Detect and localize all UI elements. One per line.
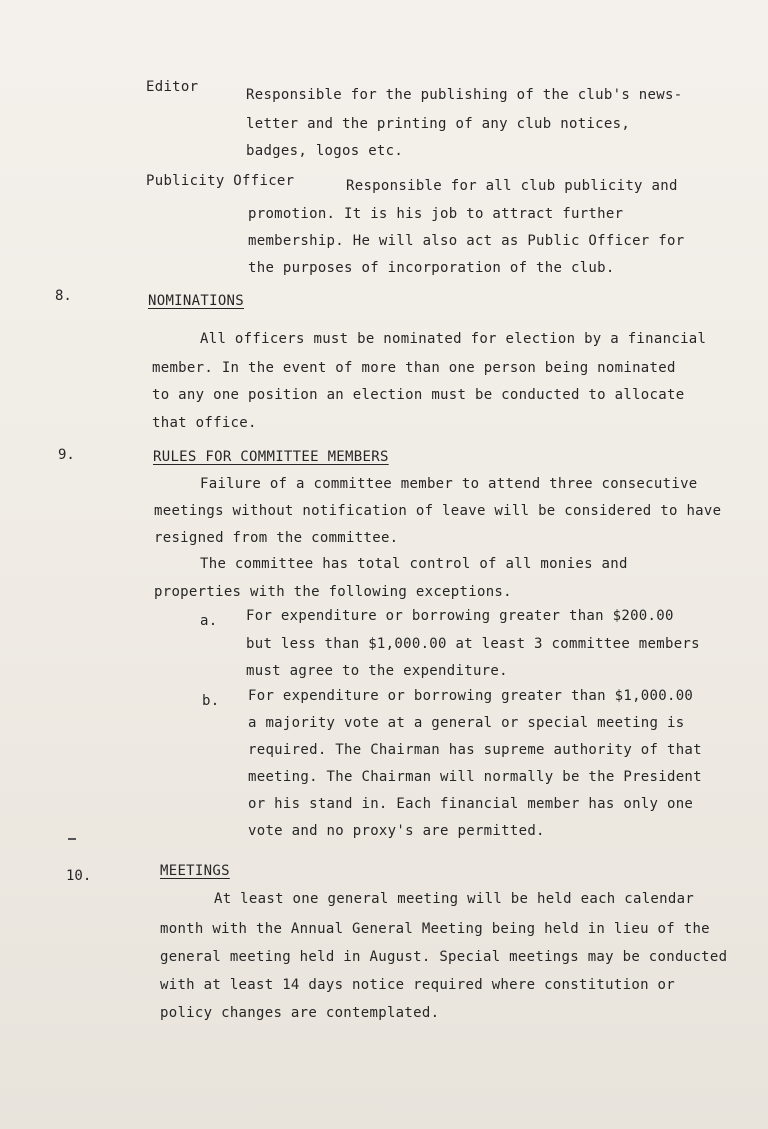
publicity-line: Responsible for all club publicity and [346, 178, 678, 194]
list-line: For expenditure or borrowing greater than $1,000.00 [248, 688, 694, 704]
section-number: 9. [58, 447, 75, 463]
list-line: a majority vote at a general or special meeting is [248, 715, 685, 731]
section-number: 10. [66, 868, 92, 884]
section-line: properties with the following exceptions. [154, 584, 512, 600]
section-line: member. In the event of more than one person being nominated [152, 360, 676, 376]
section-line: policy changes are contemplated. [160, 1005, 440, 1021]
section-heading: NOMINATIONS [148, 293, 245, 309]
section-line: general meeting held in August. Special meetings may be conducted [160, 949, 728, 965]
editor-title: Editor [146, 79, 199, 95]
section-line: All officers must be nominated for election by a financial [200, 331, 707, 347]
list-line: or his stand in. Each financial member has only one [248, 796, 694, 812]
list-letter: b. [202, 693, 220, 709]
section-line: Failure of a committee member to attend three consecutive [200, 476, 698, 492]
list-line: required. The Chairman has supreme authority of that [248, 742, 702, 758]
list-letter: a. [200, 613, 218, 629]
section-line: At least one general meeting will be held each calendar [214, 891, 695, 907]
section-line: that office. [152, 415, 257, 431]
section-heading: MEETINGS [160, 863, 230, 879]
list-line: meeting. The Chairman will normally be the President [248, 769, 702, 785]
publicity-line: promotion. It is his job to attract further [248, 206, 624, 222]
editor-line: Responsible for the publishing of the club's news- [246, 87, 683, 103]
section-line: meetings without notification of leave will be considered to have [154, 503, 722, 519]
list-line: For expenditure or borrowing greater than $200.00 [246, 608, 674, 624]
section-number: 8. [55, 288, 72, 304]
publicity-line: membership. He will also act as Public Officer for [248, 233, 685, 249]
editor-line: letter and the printing of any club notices, [246, 116, 631, 132]
section-heading: RULES FOR COMMITTEE MEMBERS [153, 449, 389, 465]
section-line: month with the Annual General Meeting being held in lieu of the [160, 921, 710, 937]
section-line: with at least 14 days notice required where constitution or [160, 977, 675, 993]
publicity-title: Publicity Officer [146, 173, 295, 189]
section-line: resigned from the committee. [154, 530, 399, 546]
list-line: vote and no proxy's are permitted. [248, 823, 545, 839]
publicity-line: the purposes of incorporation of the club. [248, 260, 615, 276]
list-line: must agree to the expenditure. [246, 663, 508, 679]
list-line: but less than $1,000.00 at least 3 committee members [246, 636, 700, 652]
margin-mark [68, 838, 76, 840]
editor-line: badges, logos etc. [246, 143, 404, 159]
section-line: to any one position an election must be conducted to allocate [152, 387, 685, 403]
section-line: The committee has total control of all monies and [200, 556, 628, 572]
